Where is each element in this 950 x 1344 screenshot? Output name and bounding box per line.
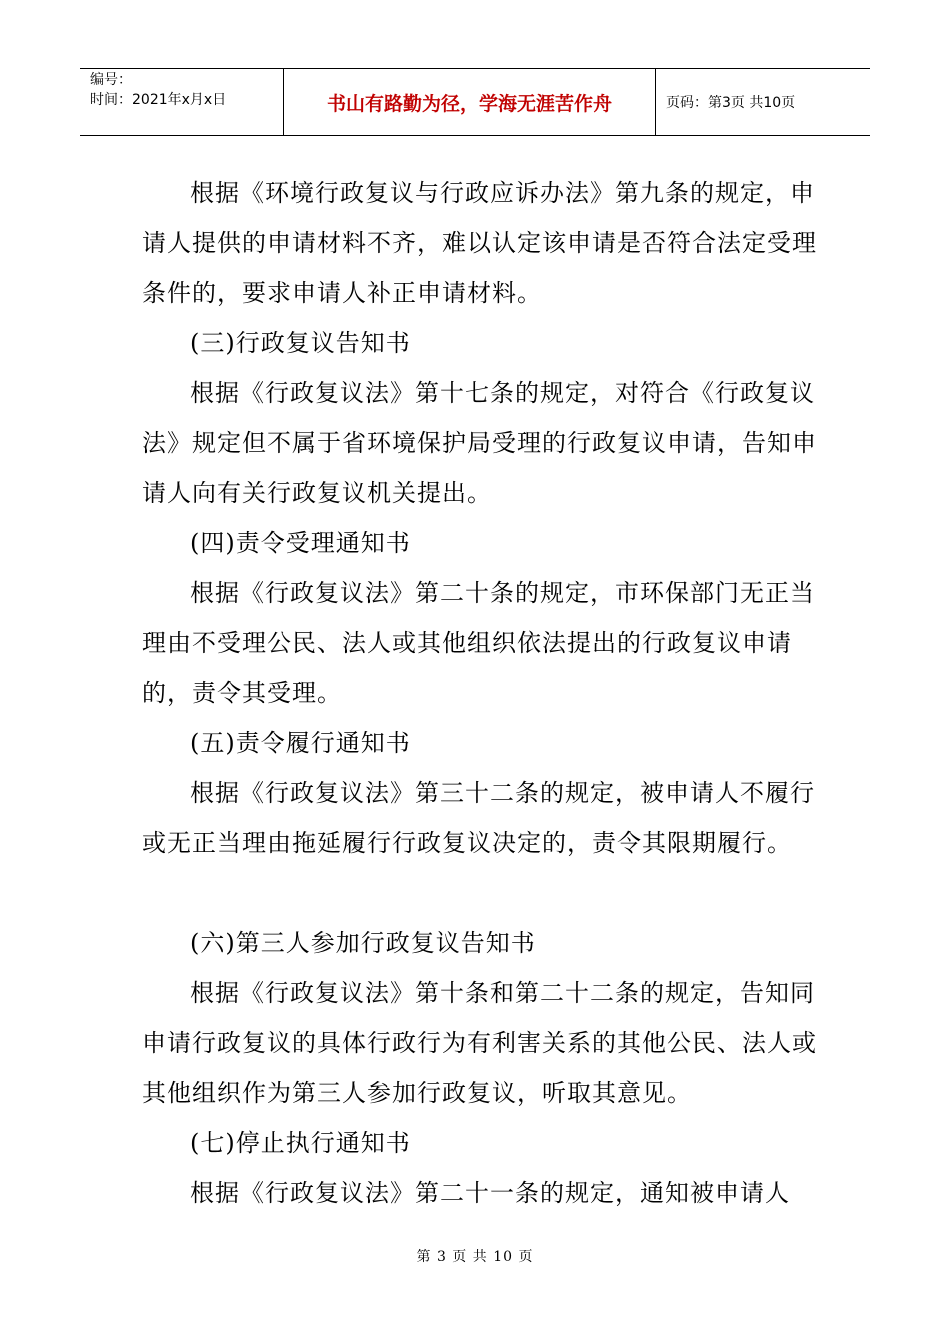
paragraph: 根据《行政复议法》第十条和第二十二条的规定，告知同申请行政复议的具体行政行为有利害关系的其他公民、法人或其他组织作为第三人参加行政复议，听取其意见。 <box>142 979 817 1107</box>
page-header <box>80 68 870 136</box>
paragraph: 根据《行政复议法》第三十二条的规定，被申请人不履行或无正当理由拖延履行行政复议决定的，责令其限期履行。 <box>142 779 815 857</box>
paragraph: 根据《环境行政复议与行政应诉办法》第九条的规定，申请人提供的申请材料不齐，难以认定该申请是否符合法定受理条件的，要求申请人补正申请材料。 <box>142 179 817 307</box>
section-heading: (七)停止执行通知书 <box>190 1129 411 1157</box>
section-heading: (五)责令履行通知书 <box>190 729 411 757</box>
header-meta <box>80 69 283 135</box>
section-heading: (四)责令受理通知书 <box>190 529 411 557</box>
page-footer: 第 3 页 共 10 页 <box>416 1249 534 1265</box>
paragraph: 根据《行政复议法》第十七条的规定，对符合《行政复议法》规定但不属于省环境保护局受理的行政复议申请，告知申请人向有关行政复议机关提出。 <box>142 379 817 507</box>
header-page-info: 页码：第3页 共10页 <box>666 95 796 111</box>
header-time-label: 时间：2021年x月x日 <box>90 92 227 108</box>
paragraph: 根据《行政复议法》第二十一条的规定，通知被申请人 <box>190 1179 790 1207</box>
paragraph: 根据《行政复议法》第二十条的规定，市环保部门无正当理由不受理公民、法人或其他组织依法提出的行政复议申请的，责令其受理。 <box>142 579 815 707</box>
document-body <box>142 168 818 1218</box>
section-heading: (三)行政复议告知书 <box>190 329 411 357</box>
header-code-label: 编号： <box>90 72 132 88</box>
header-motto: 书山有路勤为径，学海无涯苦作舟 <box>283 69 656 135</box>
section-heading: (六)第三人参加行政复议告知书 <box>190 929 536 957</box>
